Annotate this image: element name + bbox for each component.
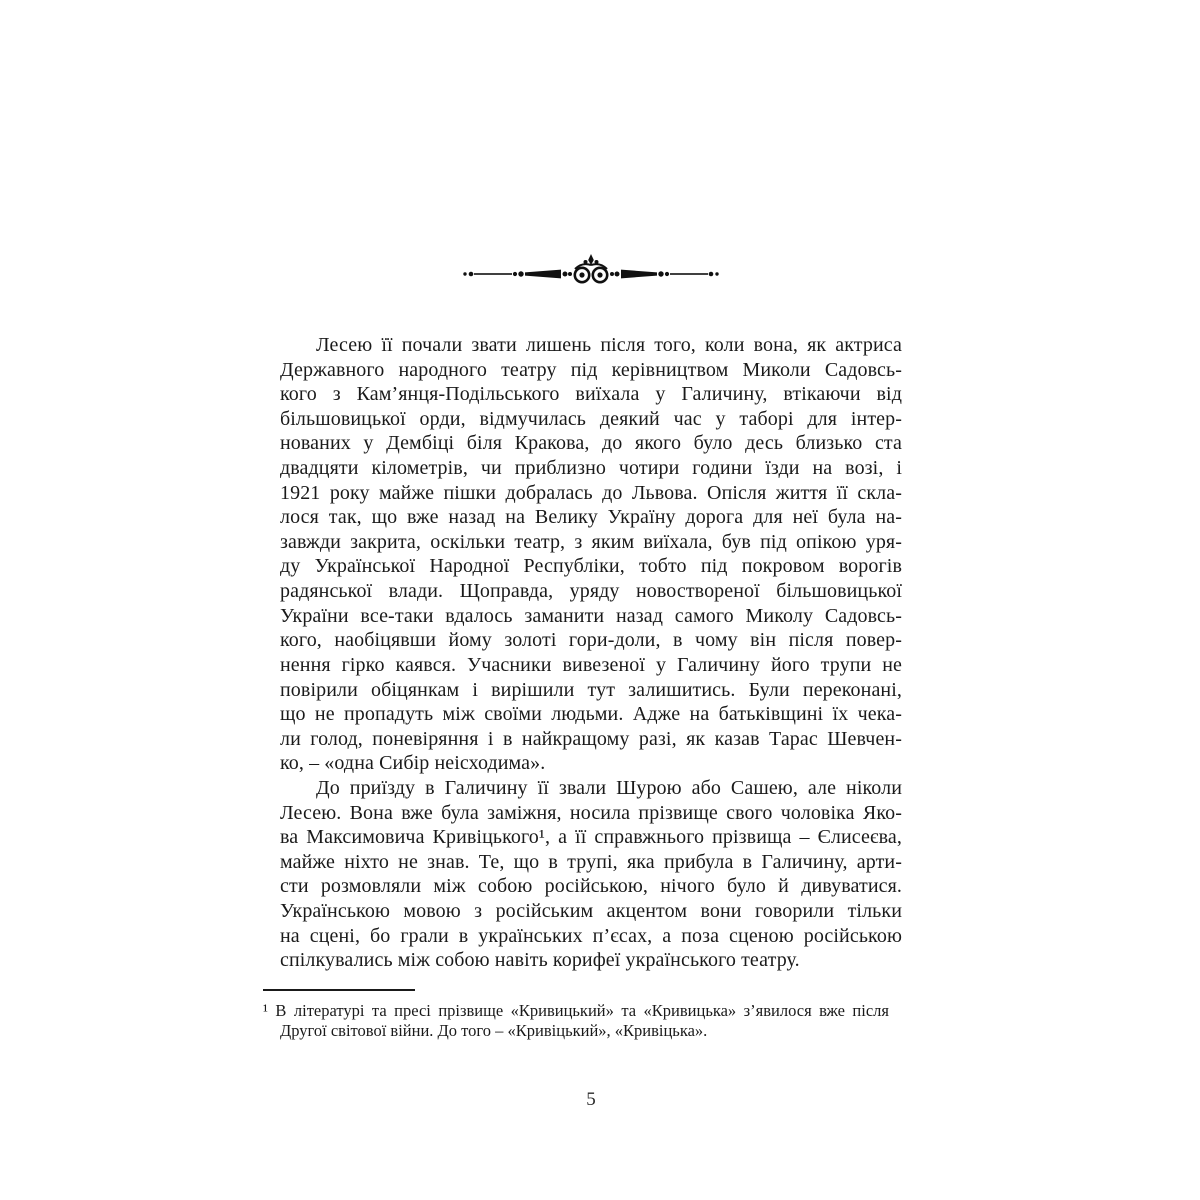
text-line: нованих у Дембіці біля Кракова, до якого було десь близько ста xyxy=(280,432,902,455)
footnote-separator xyxy=(263,989,415,991)
text-line: лося так, що вже назад на Велику Україну дорога для неї була на- xyxy=(280,506,902,529)
text-line: на сцені, бо грали в українських п’єсах, а поза сценою російською xyxy=(280,924,902,947)
text-line: Державного народного театру під керівництвом Миколи Садовсь- xyxy=(280,358,902,381)
floral-scroll-divider-icon xyxy=(461,252,721,292)
text-line: завжди закрита, оскільки театр, з яким виїхала, був під опікою уря- xyxy=(280,530,902,553)
text-line: ¹ В літературі та пресі прізвище «Кривицький» та «Кривицька» з’явилося вже після xyxy=(263,1001,889,1020)
text-line: майже ніхто не знав. Те, що в трупі, яка прибула в Галичину, арти- xyxy=(280,850,902,873)
text-line: більшовицької орди, відмучилась деякий час у таборі для інтер- xyxy=(280,407,902,430)
text-line: кого, наобіцявши йому золоті гори-доли, в чому він після повер- xyxy=(280,629,902,652)
text-line: ко, – «одна Сибір неісходима». xyxy=(280,752,546,775)
text-line: Другої світової війни. До того – «Кривіцький», «Кривіцька». xyxy=(280,1021,708,1041)
text-line: радянської влади. Щоправда, уряду новоствореної більшовицької xyxy=(280,580,902,603)
text-line: повірили обіцянкам і вирішили тут залишитись. Були переконані, xyxy=(280,678,902,701)
text-line: нення гірко каявся. Учасники вивезеної у Галичину його трупи не xyxy=(280,653,902,676)
text-line: Лесею її почали звати лишень після того, коли вона, як актриса xyxy=(316,334,902,356)
page-number: 5 xyxy=(586,1089,596,1110)
paragraph xyxy=(280,776,902,973)
paragraph xyxy=(280,333,902,776)
footnote xyxy=(263,1001,889,1042)
text-line: кого з Кам’янця-Подільського виїхала у Галичину, втікаючи від xyxy=(280,383,902,406)
text-line: 1921 року майже пішки добралась до Львова. Опісля життя її скла- xyxy=(280,481,902,504)
text-line: України все-таки вдалось заманити назад самого Миколу Садовсь- xyxy=(280,604,902,627)
main-text xyxy=(280,333,902,973)
text-line: ли голод, поневіряння і в найкращому разі, як казав Тарас Шевчен- xyxy=(280,727,902,750)
text-line: сти розмовляли між собою російською, нічого було й дивуватися. xyxy=(280,875,902,898)
text-line: Лесею. Вона вже була заміжня, носила прізвище свого чоловіка Яко- xyxy=(280,801,902,824)
text-line: спілкувались між собою навіть корифеї українського театру. xyxy=(280,949,800,972)
text-line: двадцяти кілометрів, чи приблизно чотири години їзди на возі, і xyxy=(280,457,902,480)
text-line: що не пропадуть між своїми людьми. Адже на батьківщині їх чека- xyxy=(280,703,902,726)
chapter-ornament xyxy=(280,252,902,292)
text-line: Українською мовою з російським акцентом вони говорили тільки xyxy=(280,900,902,923)
text-line: До приїзду в Галичину її звали Шурою або Сашею, але ніколи xyxy=(316,776,902,799)
text-line: ва Максимовича Кривіцького¹, а її справжнього прізвища – Єлисеєва, xyxy=(280,826,902,849)
text-line: ду Української Народної Республіки, тобто під покровом ворогів xyxy=(280,555,902,578)
